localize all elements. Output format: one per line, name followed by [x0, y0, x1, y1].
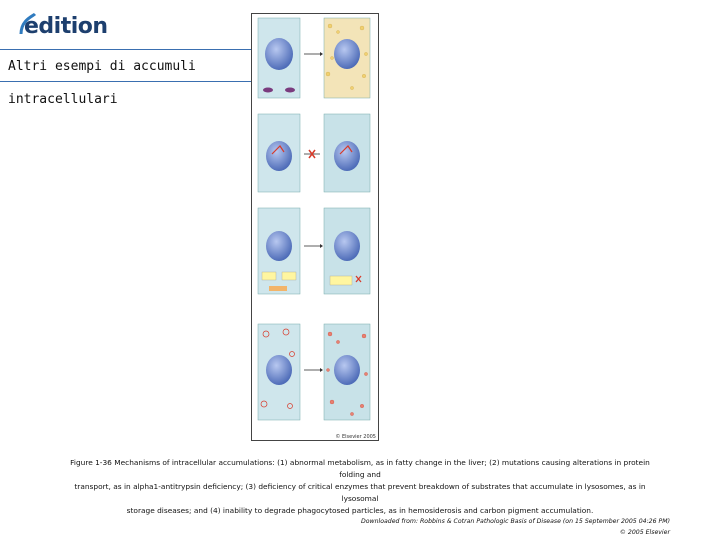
logo [10, 6, 108, 39]
nucleus [266, 355, 292, 385]
row-4 [258, 324, 370, 420]
row-3 [258, 208, 370, 294]
figure-panel [251, 13, 379, 441]
slide-title: Altri esempi di accumuli intracellulari [0, 49, 258, 82]
nucleus [334, 231, 360, 261]
nucleus [334, 141, 360, 171]
nucleus [265, 38, 293, 70]
caption-line: Figure 1-36 Mechanisms of intracellular accumulations: (1) abnormal metabolism, as in fatty change in the liver; (2) mutations causing alterations in protein folding and [70, 458, 650, 479]
download-source: Downloaded from: Robbins & Cotran Pathologic Basis of Disease (on 15 September 2005 04:26 PM) [360, 518, 670, 525]
mitochondrion [285, 88, 295, 93]
nucleus [334, 39, 360, 69]
download-copyright: © 2005 Elsevier [619, 529, 670, 536]
logo-text: edition [24, 14, 108, 39]
row-1 [258, 18, 370, 98]
figure-copyright: © Elsevier 2005 [335, 434, 376, 440]
row-2 [258, 114, 370, 192]
nucleus [266, 231, 292, 261]
caption-line: storage diseases; and (4) inability to degrade phagocytosed particles, as in hemosiderosis and carbon pigment accumulation. [126, 506, 594, 515]
nucleus [266, 141, 292, 171]
caption-line: transport, as in alpha1-antitrypsin deficiency; (3) deficiency of critical enzymes that prevent breakdown of substrates that accumulate in lysosomes, as in lysosomal [74, 482, 646, 503]
mechanism-diagram [252, 14, 380, 442]
download-credit [250, 516, 670, 538]
nucleus [334, 355, 360, 385]
mitochondrion [263, 88, 273, 93]
figure-caption [60, 457, 660, 517]
enzyme-label-box [269, 286, 287, 291]
